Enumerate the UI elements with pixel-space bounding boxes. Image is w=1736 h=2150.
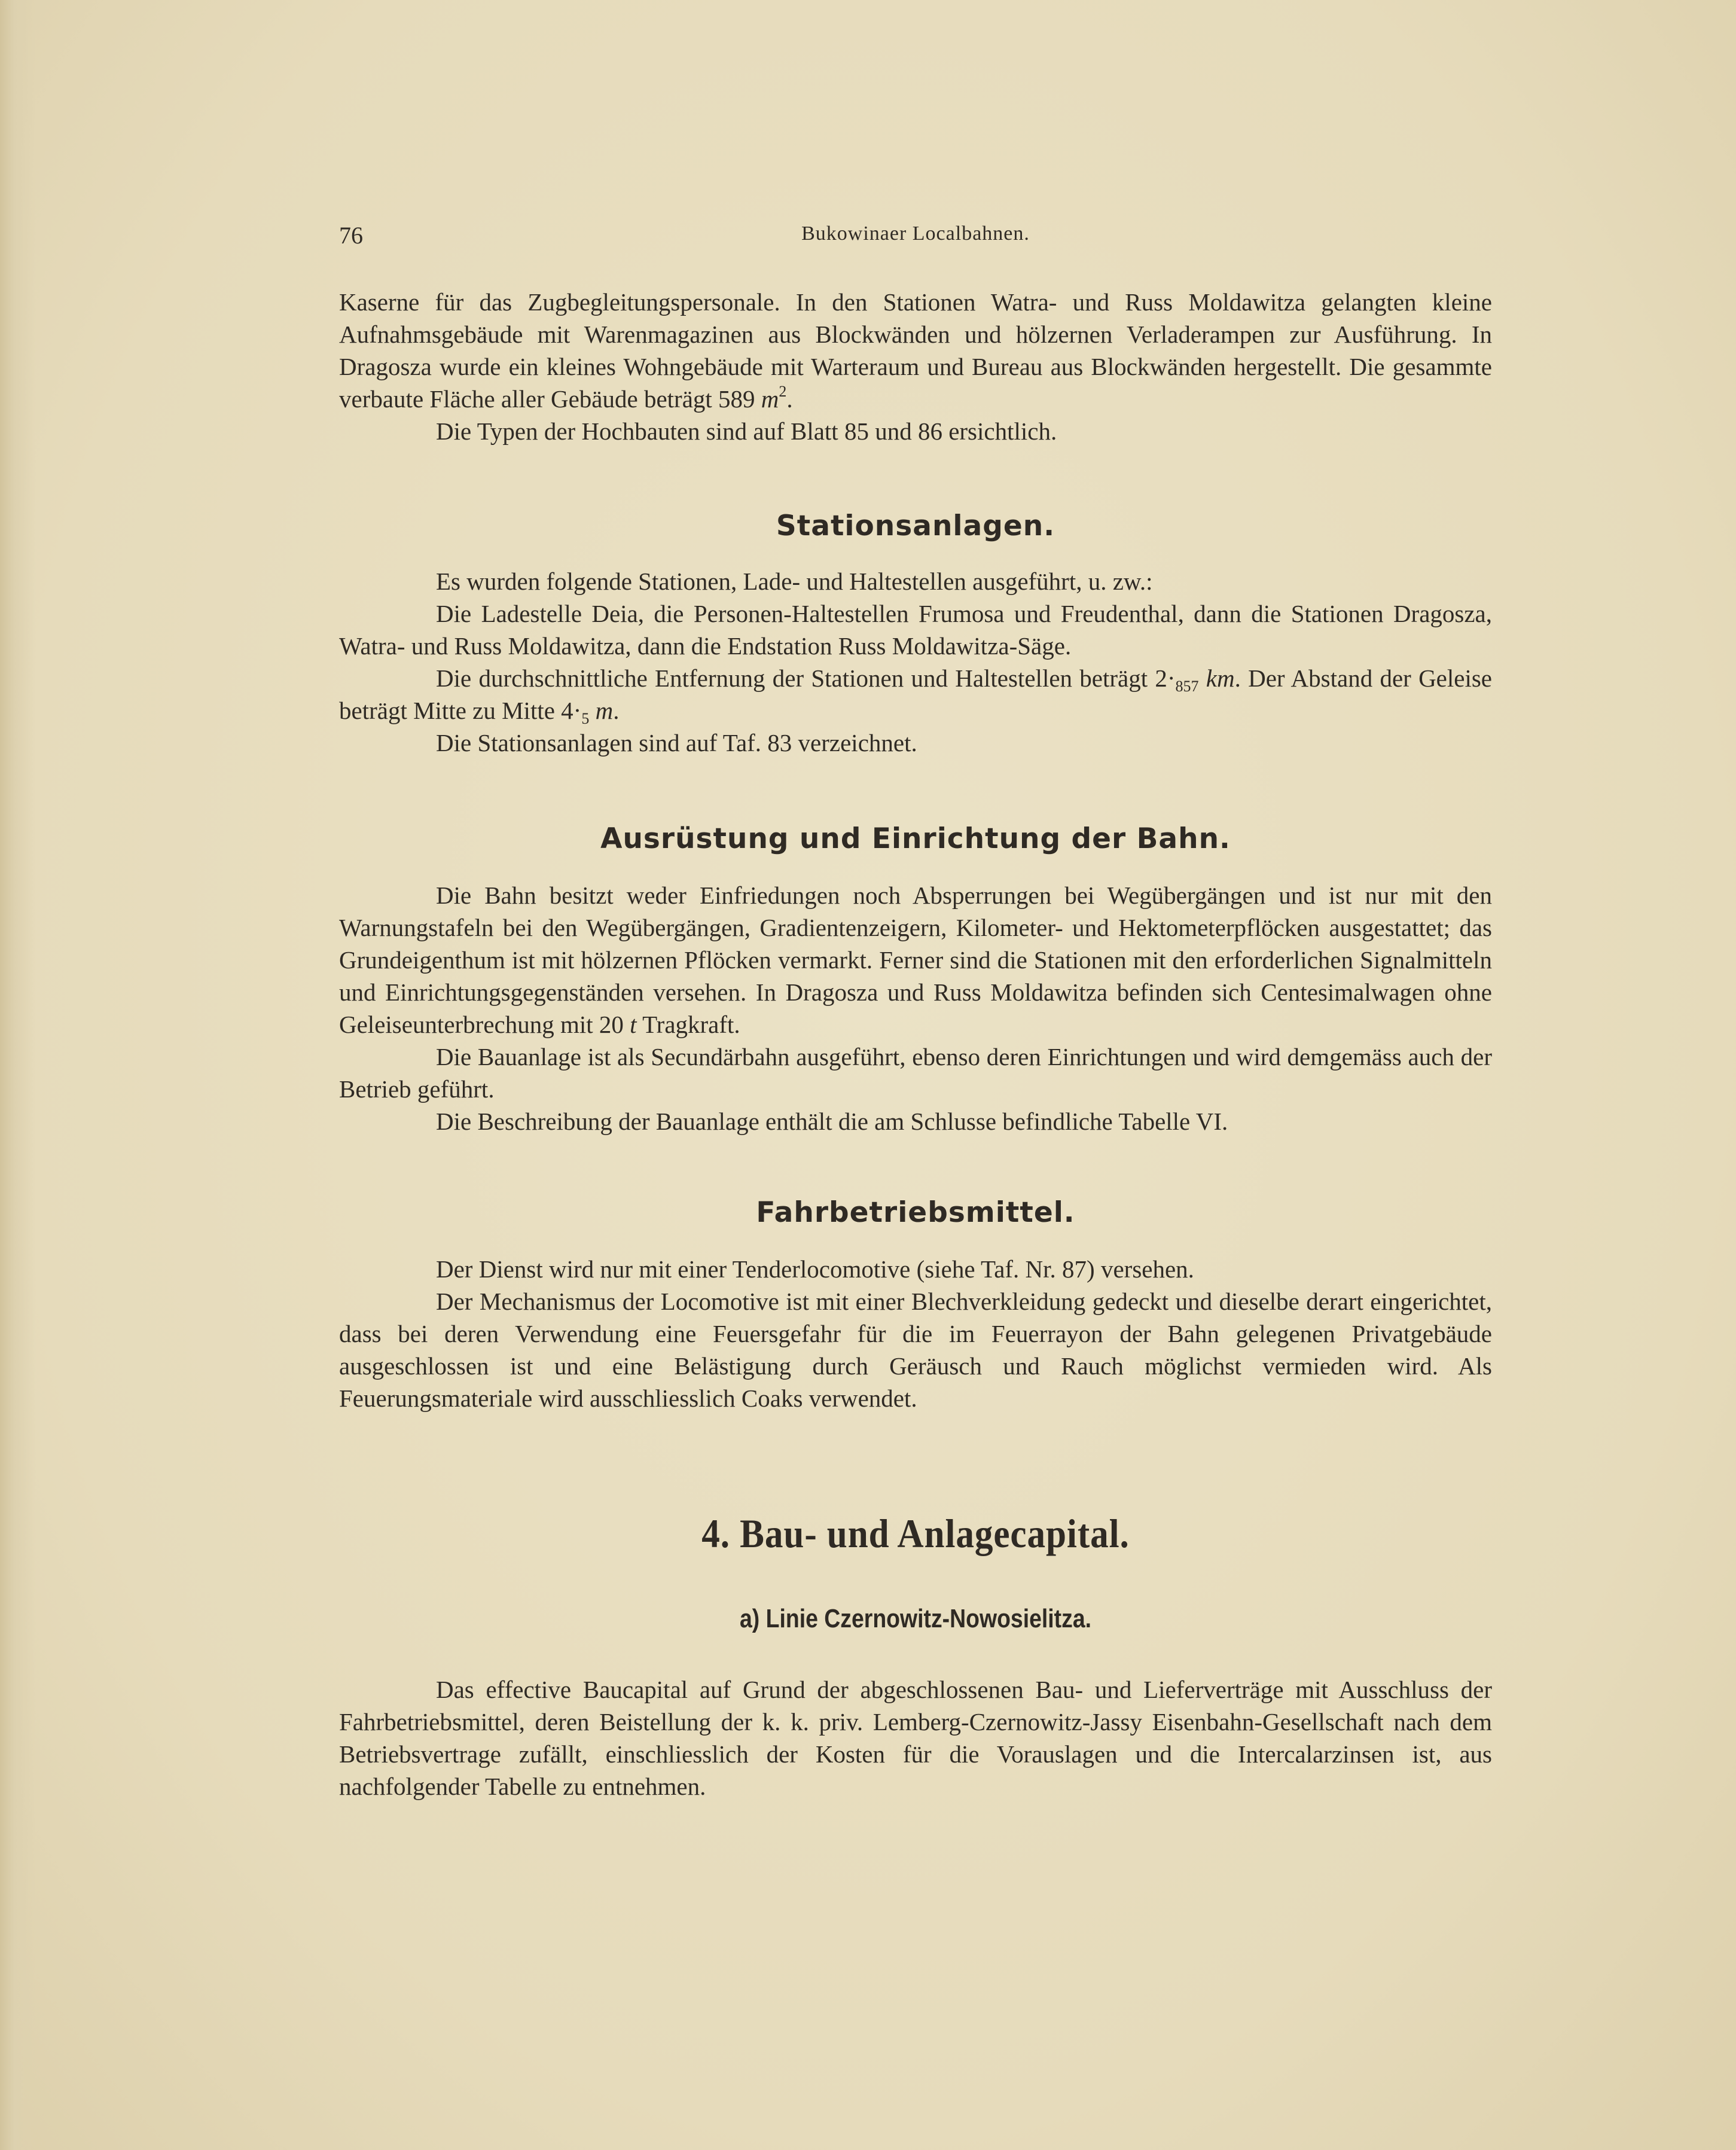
chapter-paragraph-1: Das effective Baucapital auf Grund der abgeschlossenen Bau- und Lieferverträge mit Ausschluss der Fahrbetriebsmittel, deren Beistellung der k. k. priv. Lemberg-Czernowitz-Jassy Eisenbahn-Gesellschaft nach dem Betriebsvertrage zufällt, einschliesslich der Kosten für die Vorauslagen und die Intercalarzinsen ist, aus nachfolgender Tabelle zu entnehmen. bbox=[339, 1676, 1492, 1800]
chapter-subheading: a) Linie Czernowitz-Nowosielitza. bbox=[739, 1604, 1092, 1633]
fahrbetrieb-paragraph-2: Der Mechanismus der Locomotive ist mit einer Blechverkleidung gedeckt und dieselbe derart eingerichtet, dass bei deren Verwendung eine Feuersgefahr für die im Feuerrayon der Bahn gelegenen Privatgebäude ausgeschlossen ist und eine Belästigung durch Geräusch und Rauch möglichst vermieden wird. Als Feuerungsmateriale wird ausschliesslich Coaks verwendet. bbox=[339, 1288, 1492, 1412]
intro-paragraph-2: Die Typen der Hochbauten sind auf Blatt 85 und 86 ersichtlich. bbox=[436, 417, 1057, 445]
running-title: Bukowinaer Localbahnen. bbox=[801, 222, 1030, 245]
stations-paragraph-2: Die Ladestelle Deia, die Personen-Haltestellen Frumosa und Freudenthal, dann die Stationen Dragosza, Watra- und Russ Moldawitza, dann die Endstation Russ Moldawitza-Säge. bbox=[339, 600, 1492, 660]
fahrbetrieb-paragraph-1: Der Dienst wird nur mit einer Tenderlocomotive (siehe Taf. Nr. 87) versehen. bbox=[436, 1255, 1194, 1283]
page-binding-shadow bbox=[0, 0, 36, 2150]
section-heading-ausruestung: Ausrüstung und Einrichtung der Bahn. bbox=[600, 822, 1231, 855]
page-content bbox=[339, 203, 1492, 1803]
page-number: 76 bbox=[339, 222, 363, 249]
stations-paragraph-1: Es wurden folgende Stationen, Lade- und Haltestellen ausgeführt, u. zw.: bbox=[436, 568, 1153, 595]
stations-paragraph-3: Die durchschnittliche Entfernung der Stationen und Haltestellen beträgt $2\cdot_{857}$ km. Der Abstand der Geleise beträgt Mitte zu Mitte $4\cdot_5$ m. bbox=[339, 664, 1493, 727]
chapter-heading: 4. Bau- und Anlagecapital. bbox=[701, 1511, 1130, 1556]
ausruestung-paragraph-2: Die Bauanlage ist als Secundärbahn ausgeführt, ebenso deren Einrichtungen und wird demgemäss auch der Betrieb geführt. bbox=[339, 1043, 1492, 1103]
ausruestung-paragraph-3: Die Beschreibung der Bauanlage enthält die am Schlusse befindliche Tabelle VI. bbox=[436, 1108, 1228, 1135]
ausruestung-paragraph-1: Die Bahn besitzt weder Einfriedungen noch Absperrungen bei Wegübergängen und ist nur mit den Warnungstafeln bei den Wegübergängen, Gradientenzeigern, Kilometer- und Hektometerpflöcken ausgestattet; das Grundeigenthum ist mit hölzernen Pflöcken vermarkt. Ferner sind die Stationen mit den erforderlichen Signalmitteln und Einrichtungsgegenständen versehen. In Dragosza und Russ Moldawitza befinden sich Centesimalwagen ohne Geleiseunterbrechung mit 20 t Tragkraft. bbox=[339, 882, 1492, 1038]
stations-paragraph-4: Die Stationsanlagen sind auf Taf. 83 verzeichnet. bbox=[436, 729, 917, 757]
intro-paragraph-1: Kaserne für das Zugbegleitungspersonale. In den Stationen Watra- und Russ Moldawitza gelangten kleine Aufnahmsgebäude mit Warenmagazinen aus Blockwänden und hölzernen Verladerampen zur Ausführung. In Dragosza wurde ein kleines Wohngebäude mit Warteraum und Bureau aus Blockwänden hergestellt. Die gesammte verbaute Fläche aller Gebäude beträgt 589 $m^2$. bbox=[339, 288, 1492, 413]
running-head bbox=[339, 203, 1492, 251]
section-heading-stationsanlagen: Stationsanlagen. bbox=[776, 510, 1055, 542]
section-heading-fahrbetriebsmittel: Fahrbetriebsmittel. bbox=[756, 1196, 1075, 1229]
